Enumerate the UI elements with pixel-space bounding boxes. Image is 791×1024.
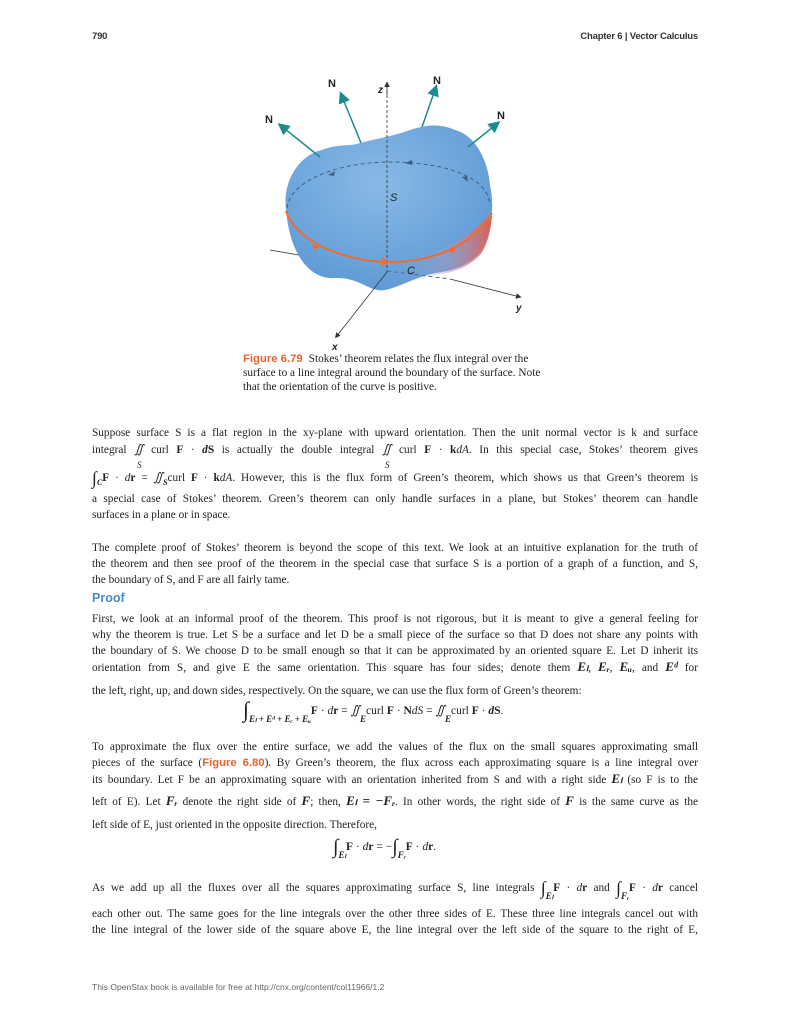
p1-text: . However, this is the flux form of Green’s theorem, which shows us that Green’s theorem is [232,472,698,484]
p4-text: left of E). Let [92,796,161,808]
p3-line-4: orientation from S, and give E the same orientation. This square has four sides; denote them Eₗ, Eᵣ, Eᵤ, and Eᵈ for [92,659,698,674]
figure-caption [243,352,553,394]
p3-text: for [684,662,698,674]
p5-line-2: each other out. The same goes for the line integrals over the other three sides of E. These three line integrals cancel out with [92,908,698,920]
sub-El: Eₗ [338,850,346,860]
p1-line-2 [92,441,699,470]
p1-line-4: a special case of Stokes’ theorem. Green’s theorem can only handle surfaces in a plane, but Stokes’ theorem can handle [92,493,698,505]
p1-line-5: surfaces in a plane or in space. [92,509,231,521]
curl: curl [450,705,469,717]
surface-label: S [390,192,398,204]
greens-flux-equation: ∫Eₗ + Eᵈ + Eᵣ + EᵤF · dr = ∬Ecurl F · NdS = ∬Ecurl F · dS. [243,697,504,724]
curve-label: C [407,265,415,277]
side-Fr: Fᵣ [165,793,178,808]
chapter-title: Chapter 6 | Vector Calculus [580,31,698,42]
sub-sum: Eₗ + Eᵈ + Eᵣ + Eᵤ [249,714,311,724]
F: F [102,472,110,484]
paragraph-proof-scope [92,540,698,588]
F: F [301,793,311,808]
F: F [424,444,432,456]
F: F [405,841,413,853]
p3-line-1: First, we look at an informal proof of the theorem. This proof is not rigorous, but it is meant to give a general feeling for [92,613,698,625]
p5-line-1 [92,878,698,906]
stokes-theorem-figure [250,65,540,355]
paragraph-cancel [92,878,698,938]
p4-text: denote the right side of [182,796,297,808]
p4-text: . In other words, the right side of [395,796,561,808]
F: F [176,444,184,456]
p4-line-1: To approximate the flux over the entire surface, we add the values of the flux on the small squares approximating small [92,741,698,753]
N: N [403,705,412,717]
normal-label-4: N [497,110,505,122]
k: k [213,472,220,484]
p4-text: pieces of the surface ( [92,757,203,769]
F: F [310,705,318,717]
F: F [629,882,636,894]
figure-6-80-link[interactable]: Figure 6.80 [202,757,265,769]
p5-line-3: the line integral of the lower side of the square above E, the line integral over the left side of the square to the right of E, [92,924,698,936]
p4-text: ). By Green’s theorem, the flux across each approximating square is a line integral over [264,757,698,769]
side-El: Eₗ [611,771,623,786]
normal-label-2: N [328,78,336,90]
F: F [191,472,198,484]
p1-text: integral [92,444,127,456]
p4-text: ; then, [310,796,341,808]
sub-Fr: Fᵣ [621,891,630,901]
F: F [386,705,394,717]
p4-text: (so F is to the [627,774,698,786]
p3-text: orientation from S, and give E the same orientation. This square has four sides; denote them [92,662,571,674]
normal-vector-4 [468,123,498,147]
p1-line-3 [92,463,698,491]
paragraph-informal-proof [92,611,698,699]
line-integral-cancel-equation: ∫EₗF · dr = −∫FᵣF · dr. [333,836,437,860]
proof-heading: Proof [92,591,125,605]
k: k [450,444,457,456]
p2-line-3: the boundary of S, and F are all fairly tame. [92,574,290,586]
dS: dS [411,705,424,717]
paragraph-approximate-flux [92,739,698,833]
surface-integral-curl-dS: ∬ S curl F · dS [134,444,214,456]
page-footer: This OpenStax book is available for free at http://cnx.org/content/col11966/1.2 [92,982,385,992]
p1-text: . In this special case, Stokes’ theorem gives [468,444,699,456]
sub-c: C [96,478,103,487]
side-Eu: Eᵤ [619,659,633,674]
p1-text: is actually the double integral [221,444,375,456]
p5-text: As we add up all the fluxes over all the squares approximating surface S, line integrals [92,882,535,894]
p2-line-1: The complete proof of Stokes’ theorem is beyond the scope of this text. We look at an intuitive explanation for the truth of [92,542,698,554]
p4-text: its boundary. Let F be an approximating square with an orientation inherited from S and with a right side [92,774,607,786]
normal-vector-2 [341,94,361,143]
curl: curl [167,472,186,484]
p3-line-2: why the theorem is true. Let S be a surface and let D be a small piece of the surface so that D does not share any points with [92,629,698,641]
p4-line-4 [92,793,698,815]
side-Ed: Eᵈ [665,659,678,674]
y-axis-label: y [516,303,522,314]
paragraph-flat-surface [92,425,698,523]
sub-s: S [163,478,168,487]
page-number: 790 [92,31,108,42]
figure-caption-text: Stokes’ theorem relates the flux integral over the surface to a line integral around the boundary of the surface. Note that the orientation of the curve is positive. [243,353,541,393]
normal-vector-3 [422,87,436,127]
sub-e: E [360,714,367,724]
normal-label-1: N [265,114,273,126]
El-equals-neg-Fr: Eₗ = −Fᵣ [346,793,396,808]
p4-line-2 [92,755,698,771]
curl: curl [151,444,169,456]
p5-text: cancel [669,882,699,894]
F: F [345,841,354,853]
p3-line-3: the boundary of S. We choose D to be small enough so that it can be approximated by an oriented square E. Let D inherit its [92,645,698,657]
normal-label-3: N [433,75,441,87]
integral-Fr: ∫FᵣF · dr [616,882,663,894]
side-Er: Eᵣ [598,659,610,674]
F: F [565,793,574,808]
greens-theorem-equation: $\int_CF$ · dr = $∬_Scurl$ F · kdA [92,468,233,488]
dA: dA [456,444,469,456]
normal-vector-1 [280,125,320,157]
p3-line-5: the left, right, up, and down sides, respectively. On the square, we can use the flux form of Green’s theorem: [92,685,582,697]
dA: dA [219,472,233,484]
F: F [553,882,561,894]
curl: curl [366,705,384,717]
sub-Fr: Fᵣ [397,850,406,860]
z-axis-label: z [378,85,383,96]
curl: curl [399,444,417,456]
p2-line-2: the theorem and then see proof of the theorem in the special case that surface S is a portion of a graph of a function, and S, [92,558,698,570]
double-integral-curl-k-dA: ∬ S curl F · kdA [382,444,469,456]
p4-text: is the same curve as the [579,796,699,808]
x-axis-label: x [332,342,338,353]
sub-s: S [137,460,142,470]
F: F [471,705,479,717]
integral-El: ∫EₗF · dr [541,882,587,894]
sub-e: E [444,714,451,724]
figure-caption-label: Figure 6.79 [243,353,303,365]
sub-El: Eₗ [545,891,554,901]
p1-line-1: Suppose surface S is a flat region in the xy-plane with upward orientation. Then the unit normal vector is k and surface [92,427,698,439]
p4-line-3 [92,771,698,793]
sub-s: S [384,460,390,470]
p4-line-5: left side of E, just oriented in the opposite direction. Therefore, [92,819,377,831]
side-El: Eₗ [577,659,589,674]
y-axis-front [450,279,520,297]
p5-text: and [593,882,610,894]
